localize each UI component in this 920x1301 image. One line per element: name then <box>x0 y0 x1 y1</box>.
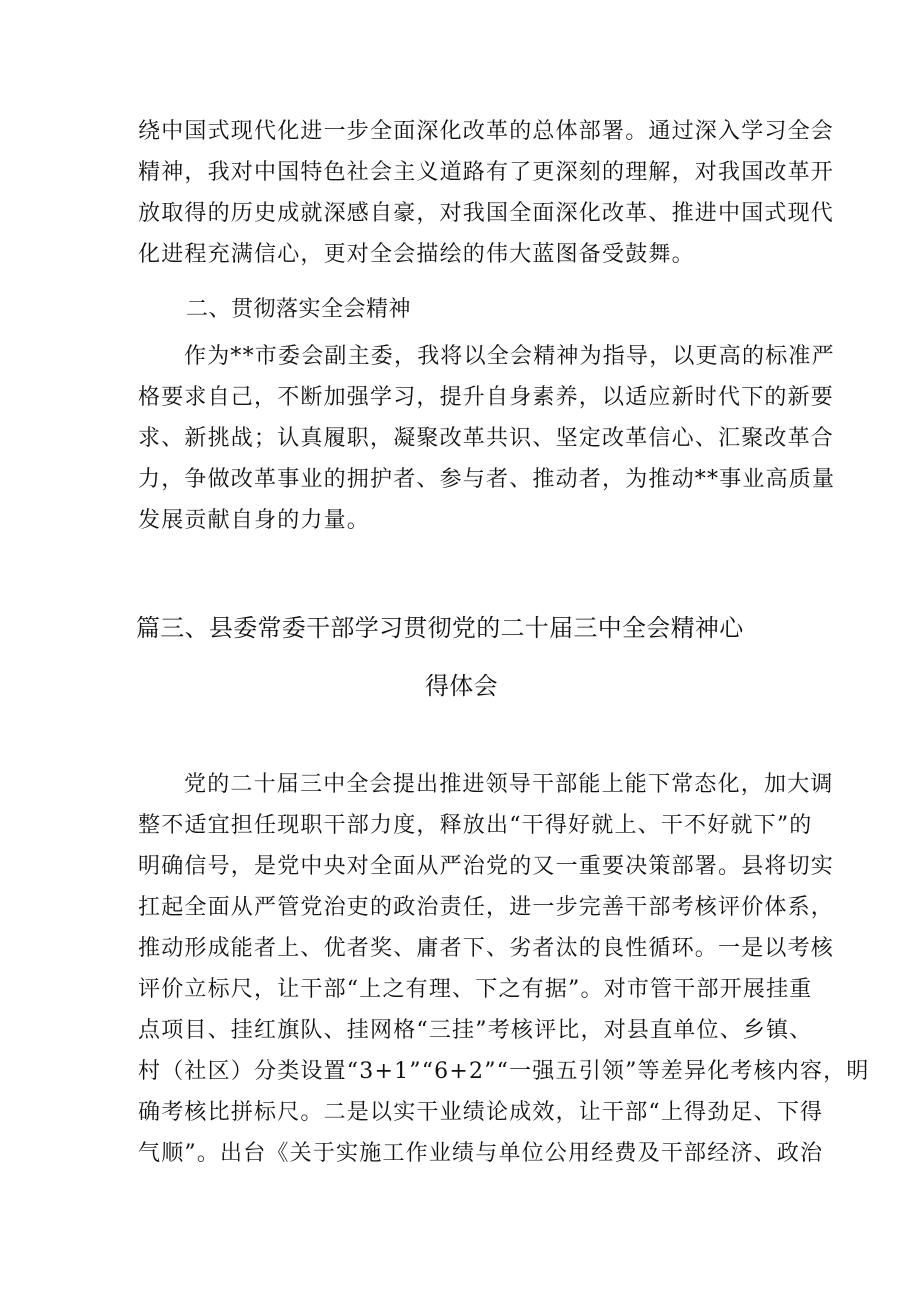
section1-paragraph <box>138 111 835 275</box>
paragraph-line: 发展贡献自身的力量。 <box>138 508 371 533</box>
paragraph-line: 精神，我对中国特色社会主义道路有了更深刻的理解，对我国改革开 <box>138 160 835 185</box>
paragraph-line: 作为**市委会副主委，我将以全会精神为指导，以更高的标准严 <box>184 344 835 369</box>
paragraph-line: 评价立标尺，让干部“上之有理、下之有据”。对市管干部开展挂重 <box>138 977 813 1002</box>
article-title-line-2: 得体会 <box>425 672 498 700</box>
section2-paragraph <box>138 336 836 541</box>
paragraph-line: 村（社区）分类设置“3+1”“6+2”“一强五引领”等差异化考核内容，明 <box>138 1059 870 1084</box>
paragraph-line: 化进程充满信心，更对全会描绘的伟大蓝图备受鼓舞。 <box>138 242 695 267</box>
paragraph-line: 求、新挑战；认真履职，凝聚改革共识、坚定改革信心、汇聚改革合 <box>138 426 835 451</box>
paragraph-line: 推动形成能者上、优者奖、庸者下、劣者汰的良性循环。一是以考核 <box>138 936 835 961</box>
article3-paragraph <box>138 764 870 1174</box>
paragraph-line: 点项目、挂红旗队、挂网格“三挂”考核评比，对县直单位、乡镇、 <box>138 1018 813 1043</box>
paragraph-line: 明确信号，是党中央对全面从严治党的又一重要决策部署。县将切实 <box>138 854 835 879</box>
paragraph-line: 整不适宜担任现职干部力度，释放出“干得好就上、干不好就下”的 <box>138 813 813 838</box>
paragraph-line: 绕中国式现代化进一步全面深化改革的总体部署。通过深入学习全会 <box>138 119 835 144</box>
article-title-line-1: 篇三、县委常委干部学习贯彻党的二十届三中全会精神心 <box>136 614 744 642</box>
paragraph-line: 扛起全面从严管党治吏的政治责任，进一步完善干部考核评价体系， <box>138 895 835 920</box>
paragraph-line: 确考核比拼标尺。二是以实干业绩论成效，让干部“上得劲足、下得 <box>138 1100 824 1125</box>
paragraph-line: 党的二十届三中全会提出推进领导干部能上能下常态化，加大调 <box>184 772 834 797</box>
section2-heading: 二、贯彻落实全会精神 <box>186 297 412 322</box>
paragraph-line: 放取得的历史成就深感自豪，对我国全面深化改革、推进中国式现代 <box>138 201 835 226</box>
paragraph-line: 气顺”。出台《关于实施工作业绩与单位公用经费及干部经济、政治 <box>138 1141 824 1166</box>
paragraph-line: 格要求自己，不断加强学习，提升自身素养，以适应新时代下的新要 <box>138 385 835 410</box>
paragraph-line: 力，争做改革事业的拥护者、参与者、推动者，为推动**事业高质量 <box>138 467 836 492</box>
